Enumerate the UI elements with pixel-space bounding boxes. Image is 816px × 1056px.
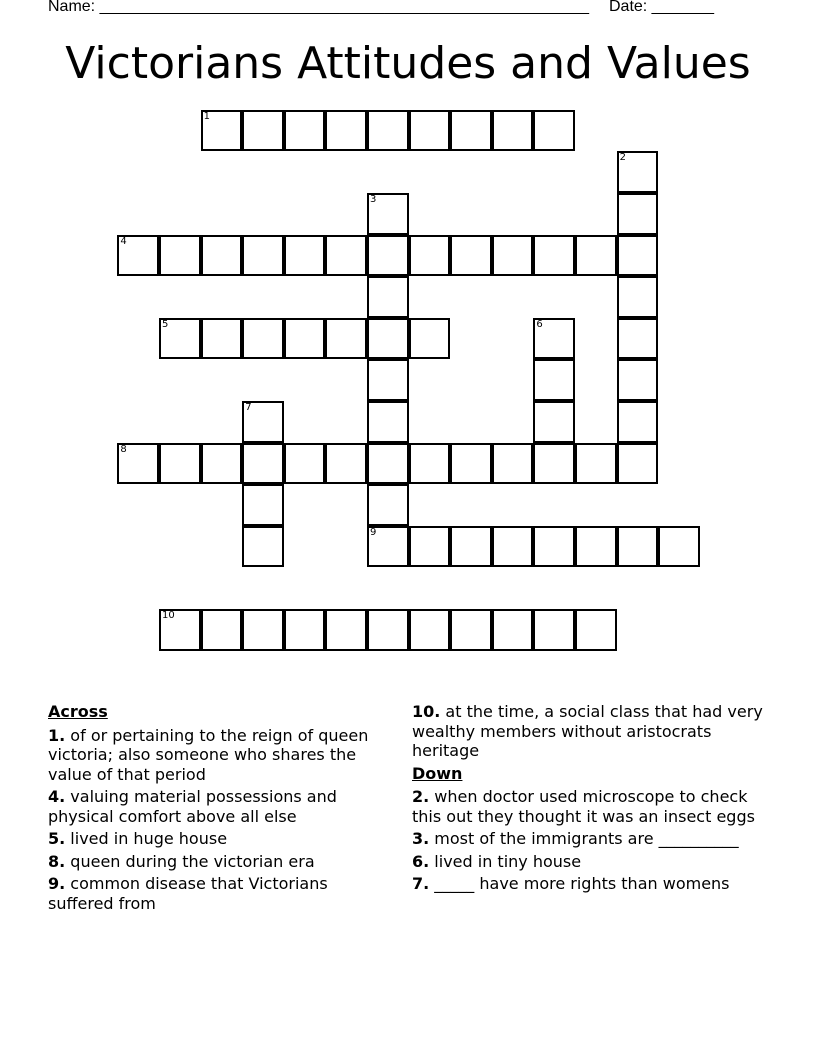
clue-number-label: 7 xyxy=(245,402,252,413)
clue-number-label: 8 xyxy=(120,443,127,455)
grid-cell[interactable] xyxy=(533,401,575,443)
clue-number-label: 5 xyxy=(162,318,169,330)
clue-text: at the time, a social class that had very wealthy members without aristocrats heritage xyxy=(412,702,763,760)
grid-cell[interactable] xyxy=(201,609,243,651)
grid-cell[interactable] xyxy=(450,110,492,152)
grid-cell[interactable] xyxy=(533,235,575,277)
grid-cell[interactable] xyxy=(617,151,659,193)
grid-cell[interactable] xyxy=(492,110,534,152)
date-field-label[interactable]: Date: _______ xyxy=(608,0,714,15)
grid-cell[interactable] xyxy=(533,110,575,152)
grid-cell[interactable] xyxy=(575,526,617,568)
grid-cell[interactable] xyxy=(533,318,575,360)
clue-text: queen during the victorian era xyxy=(65,851,315,871)
down-clue-2 xyxy=(412,787,767,826)
grid-cell[interactable] xyxy=(367,484,409,526)
clue-text: valuing material possessions and physical comfort above all else xyxy=(48,787,337,826)
down-clue-6 xyxy=(412,852,767,872)
grid-cell[interactable] xyxy=(492,609,534,651)
page-title: Victorians Attitudes and Values xyxy=(65,38,751,89)
grid-cell[interactable] xyxy=(159,318,201,360)
down-clue-3 xyxy=(412,829,767,849)
grid-cell[interactable] xyxy=(117,443,159,485)
clue-number: 2. xyxy=(412,787,430,806)
grid-cell[interactable] xyxy=(325,318,367,360)
grid-cell[interactable] xyxy=(367,359,409,401)
grid-cell[interactable] xyxy=(575,443,617,485)
grid-cell[interactable] xyxy=(117,235,159,277)
grid-cell[interactable] xyxy=(284,110,326,152)
grid-cell[interactable] xyxy=(409,526,451,568)
grid-cell[interactable] xyxy=(409,609,451,651)
grid-cell[interactable] xyxy=(325,235,367,277)
grid-cell[interactable] xyxy=(533,526,575,568)
clue-number-label: 9 xyxy=(370,526,377,538)
clue-number: 8. xyxy=(48,851,66,871)
grid-cell[interactable] xyxy=(450,235,492,277)
grid-cell[interactable] xyxy=(575,609,617,651)
grid-cell[interactable] xyxy=(367,609,409,651)
grid-cell[interactable] xyxy=(242,401,284,443)
grid-cell[interactable] xyxy=(242,526,284,568)
grid-cell[interactable] xyxy=(325,443,367,485)
grid-cell[interactable] xyxy=(159,609,201,651)
clue-number: 6. xyxy=(412,851,430,871)
grid-cell[interactable] xyxy=(492,526,534,568)
grid-cell[interactable] xyxy=(533,359,575,401)
across-clue-5 xyxy=(48,829,378,849)
clues-column-left xyxy=(48,702,378,916)
name-field-label[interactable]: Name: _______________________________________________________ xyxy=(48,0,589,15)
clue-number: 7. xyxy=(412,874,430,893)
grid-cell[interactable] xyxy=(617,235,659,277)
clue-number-label: 10 xyxy=(162,610,175,621)
grid-cell[interactable] xyxy=(450,609,492,651)
grid-cell[interactable] xyxy=(617,359,659,401)
grid-cell[interactable] xyxy=(367,526,409,568)
down-heading: Down xyxy=(412,763,463,783)
clue-text: lived in huge house xyxy=(65,829,228,848)
across-clue-4 xyxy=(48,787,378,826)
grid-cell[interactable] xyxy=(658,526,700,568)
across-clue-10 xyxy=(412,702,767,761)
grid-cell[interactable] xyxy=(284,318,326,360)
grid-cell[interactable] xyxy=(325,110,367,152)
grid-cell[interactable] xyxy=(450,526,492,568)
grid-cell[interactable] xyxy=(284,443,326,485)
clue-number-label: 6 xyxy=(536,318,543,330)
clue-number-label: 4 xyxy=(120,235,127,247)
grid-cell[interactable] xyxy=(617,443,659,485)
grid-cell[interactable] xyxy=(492,443,534,485)
grid-cell[interactable] xyxy=(575,235,617,277)
clue-number: 4. xyxy=(48,787,66,806)
clue-number: 9. xyxy=(48,874,66,893)
grid-cell[interactable] xyxy=(201,443,243,485)
grid-cell[interactable] xyxy=(617,526,659,568)
grid-cell[interactable] xyxy=(533,443,575,485)
grid-cell[interactable] xyxy=(409,443,451,485)
grid-cell[interactable] xyxy=(367,443,409,485)
grid-cell[interactable] xyxy=(201,110,243,152)
clue-number-label: 3 xyxy=(370,194,377,205)
clue-number: 3. xyxy=(412,829,430,848)
grid-cell[interactable] xyxy=(201,318,243,360)
across-clue-8 xyxy=(48,852,378,872)
grid-cell[interactable] xyxy=(617,318,659,360)
grid-cell[interactable] xyxy=(367,401,409,443)
clue-number: 1. xyxy=(48,725,66,745)
grid-cell[interactable] xyxy=(242,609,284,651)
grid-cell[interactable] xyxy=(284,235,326,277)
grid-cell[interactable] xyxy=(409,110,451,152)
grid-cell[interactable] xyxy=(325,609,367,651)
clue-text: _____ have more rights than womens xyxy=(429,874,730,893)
clue-number: 5. xyxy=(48,829,66,848)
grid-cell[interactable] xyxy=(242,484,284,526)
clue-text: common disease that Victorians suffered from xyxy=(48,874,328,913)
grid-cell[interactable] xyxy=(367,193,409,235)
clue-number-label: 1 xyxy=(203,110,210,122)
grid-cell[interactable] xyxy=(201,235,243,277)
clue-text: lived in tiny house xyxy=(429,851,582,871)
grid-cell[interactable] xyxy=(409,318,451,360)
grid-cell[interactable] xyxy=(367,235,409,277)
grid-cell[interactable] xyxy=(159,443,201,485)
grid-cell[interactable] xyxy=(242,235,284,277)
down-clue-7 xyxy=(412,874,767,894)
grid-cell[interactable] xyxy=(617,401,659,443)
grid-cell[interactable] xyxy=(367,110,409,152)
across-clue-9 xyxy=(48,874,378,913)
clue-text: of or pertaining to the reign of queen victoria; also someone who shares the value of that period xyxy=(48,725,369,784)
grid-cell[interactable] xyxy=(533,609,575,651)
clue-number: 10. xyxy=(412,702,441,721)
grid-cell[interactable] xyxy=(242,443,284,485)
grid-cell[interactable] xyxy=(367,318,409,360)
grid-cell[interactable] xyxy=(159,235,201,277)
grid-cell[interactable] xyxy=(450,443,492,485)
grid-cell[interactable] xyxy=(242,318,284,360)
across-clue-1 xyxy=(48,726,378,785)
grid-cell[interactable] xyxy=(492,235,534,277)
clue-text: when doctor used microscope to check this out they thought it was an insect eggs xyxy=(412,787,755,826)
clue-text: most of the immigrants are __________ xyxy=(429,829,739,848)
clues-column-right xyxy=(412,702,767,897)
grid-cell[interactable] xyxy=(409,235,451,277)
grid-cell[interactable] xyxy=(284,609,326,651)
across-heading: Across xyxy=(48,702,108,721)
clue-number-label: 2 xyxy=(619,152,626,164)
grid-cell[interactable] xyxy=(617,193,659,235)
grid-cell[interactable] xyxy=(367,276,409,318)
grid-cell[interactable] xyxy=(242,110,284,152)
grid-cell[interactable] xyxy=(617,276,659,318)
